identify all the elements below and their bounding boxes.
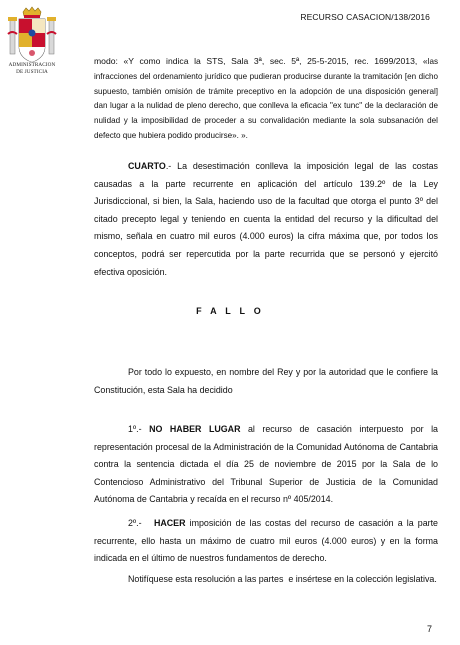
- page-number: 7: [426, 624, 432, 634]
- institution-line2: DE JUSTICIA: [16, 68, 48, 75]
- item1-bold: NO HABER LUGAR: [149, 424, 241, 434]
- paragraph-intro: [94, 364, 438, 399]
- closing-text: Notifíquese esta resolución a las partes e insértese en la colección legislativa.: [128, 574, 437, 584]
- cuarto-text: .- La desestimación conlleva la imposición legal de las costas causadas a la parte recurrente en aplicación del artículo 139.2º de la Ley Jurisdiccional, si bien, la Sala, haciendo uso de la facultad que otorga el punto 3º del citado precepto legal y teniendo en cuenta la entidad del recurso y la dificultad del mismo, señala en cuatro mil euros (4.000 euros) la cifra máxima que, por todos los conceptos, podrá ser repercutida por la parte recurrida que se personó y ejercitó efectiva oposición.: [94, 161, 438, 277]
- item1-text: al recurso de casación interpuesto por la representación procesal de la Administración de la Comunidad Autónoma de Cantabria contra la sentencia dictada el día 25 de noviembre de 2015 por la Sala de lo Contencioso Administrativo del Tribunal Superior de Justicia de la Comunidad Autónoma de Cantabria y recaída en el recurso nº 405/2014.: [94, 424, 438, 505]
- item2-text: imposición de las costas del recurso de casación a la parte recurrente, ello hasta un máximo de cuatro mil euros (4.000 euros) y en la forma indicada en el último de nuestros fundamentos de derecho.: [94, 518, 438, 564]
- intro-text: Por todo lo expuesto, en nombre del Rey y por la autoridad que le confiere la Constitución, esta Sala ha decidido: [94, 367, 438, 395]
- paragraph-cuarto: [94, 158, 438, 281]
- cuarto-heading: CUARTO: [128, 161, 166, 171]
- quoted-jurisprudence: [94, 54, 438, 144]
- quote-text: las infracciones del ordenamiento jurídico que pudieran producirse durante la tramitación [en dicho supuesto, también omisión de trámite preceptivo en la adopción de una disposición general] dan lugar a la nulidad de pleno derecho, que conlleva la eficacia "ex tunc" de la declaración de nulidad y la imposibilidad de proceder a su convalidación mediante la sola subsanación del defecto que hubiera podido producirse». ».: [94, 57, 438, 140]
- item2-bold: HACER: [153, 518, 186, 528]
- coat-of-arms-icon: [6, 6, 58, 66]
- ruling-item-1: [94, 421, 438, 509]
- paragraph-closing: [94, 571, 438, 589]
- institution-label: [0, 62, 64, 75]
- quote-lead: modo: «Y como indica la STS, Sala 3ª, sec. 5ª, 25-5-2015, rec. 1699/2013, «: [94, 56, 428, 66]
- institution-line1: ADMINISTRACION: [8, 62, 56, 68]
- item1-number: 1º.-: [128, 424, 150, 434]
- ruling-item-2: [94, 515, 438, 568]
- case-reference: RECURSO CASACION/138/2016: [300, 12, 430, 22]
- item2-number: 2º.-: [128, 518, 154, 528]
- fallo-title: F A L L O: [196, 306, 264, 316]
